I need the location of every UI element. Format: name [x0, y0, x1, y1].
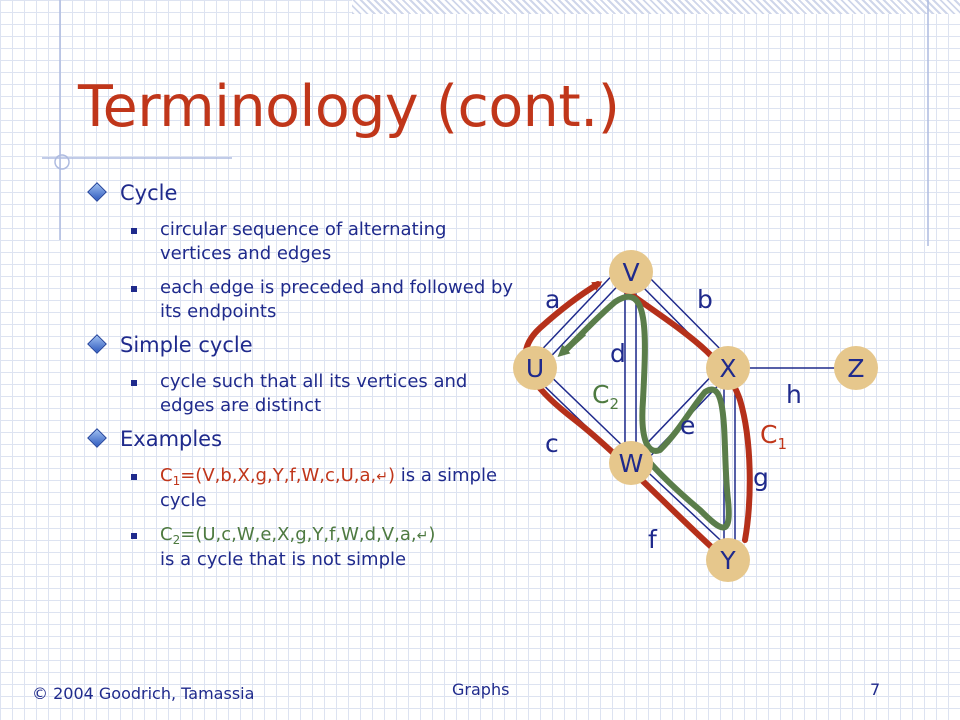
edge-label-h: h — [786, 380, 802, 409]
cycle-label-c1 — [760, 420, 787, 453]
vertex-v — [609, 250, 653, 294]
example-c2-name: C — [160, 524, 173, 545]
edge-label-g: g — [753, 463, 769, 492]
cycle-c1-path — [526, 284, 750, 562]
example-c2-index: 2 — [172, 533, 181, 547]
vertex-y — [706, 538, 750, 582]
footer-section: Graphs — [452, 680, 510, 699]
edge-label-c: c — [545, 429, 559, 458]
vertex-u — [513, 346, 557, 390]
example-c1-index: 1 — [172, 474, 181, 488]
edge-label-d: d — [610, 339, 626, 368]
edge-label-e: e — [680, 411, 696, 440]
svg-text:C1: $C_1$ — [760, 420, 788, 453]
sub-bullet-text: each edge is preceded and followed by its endpoints — [160, 277, 514, 322]
example-c2-sequence: =(U,c,W,e,X,g,Y,f,W,d,V,a, — [180, 524, 417, 545]
svg-text:X: X — [719, 354, 737, 383]
return-arrow-icon: ↵ — [376, 469, 389, 485]
example-c1-sequence: =(V,b,X,g,Y,f,W,c,U,a, — [180, 465, 377, 486]
vertex-x — [706, 346, 750, 390]
bullet-text: Cycle — [120, 181, 178, 205]
sub-bullet-text: cycle such that all its vertices and edges are distinct — [160, 371, 468, 416]
return-arrow-icon: ↵ — [416, 528, 429, 544]
page-number: 7 — [870, 680, 881, 699]
slide-title: Terminology (cont.) — [78, 74, 620, 140]
edge-label-b: b — [697, 285, 713, 314]
footer-copyright: © 2004 Goodrich, Tamassia — [32, 684, 255, 703]
example-c2-close: ) — [428, 524, 436, 545]
vertex-w — [609, 441, 653, 485]
example-c1-name: C — [160, 465, 173, 486]
cycle-c2-path — [566, 297, 729, 528]
sub-bullet-text: circular sequence of alternating vertices and edges — [160, 219, 447, 264]
edge-label-a: a — [545, 285, 561, 314]
example-c1-close: ) — [388, 465, 396, 486]
svg-text:V: V — [622, 258, 640, 287]
svg-text:U: U — [525, 354, 545, 383]
example-c1-suffix: is a simple cycle — [160, 465, 498, 511]
svg-text:Y: Y — [720, 546, 736, 575]
example-c2-suffix: is a cycle that is not simple — [160, 549, 407, 570]
bullet-text: Examples — [120, 427, 223, 451]
vertex-z — [834, 346, 878, 390]
svg-text:C2: $C_2$ — [592, 380, 620, 413]
svg-text:Z: Z — [847, 354, 865, 383]
edge-label-f: f — [648, 525, 657, 554]
bullet-text: Simple cycle — [120, 333, 253, 357]
cycle-label-c2 — [592, 380, 619, 413]
svg-text:W: W — [618, 449, 644, 478]
cycle-c2-arrow-icon — [562, 333, 584, 353]
